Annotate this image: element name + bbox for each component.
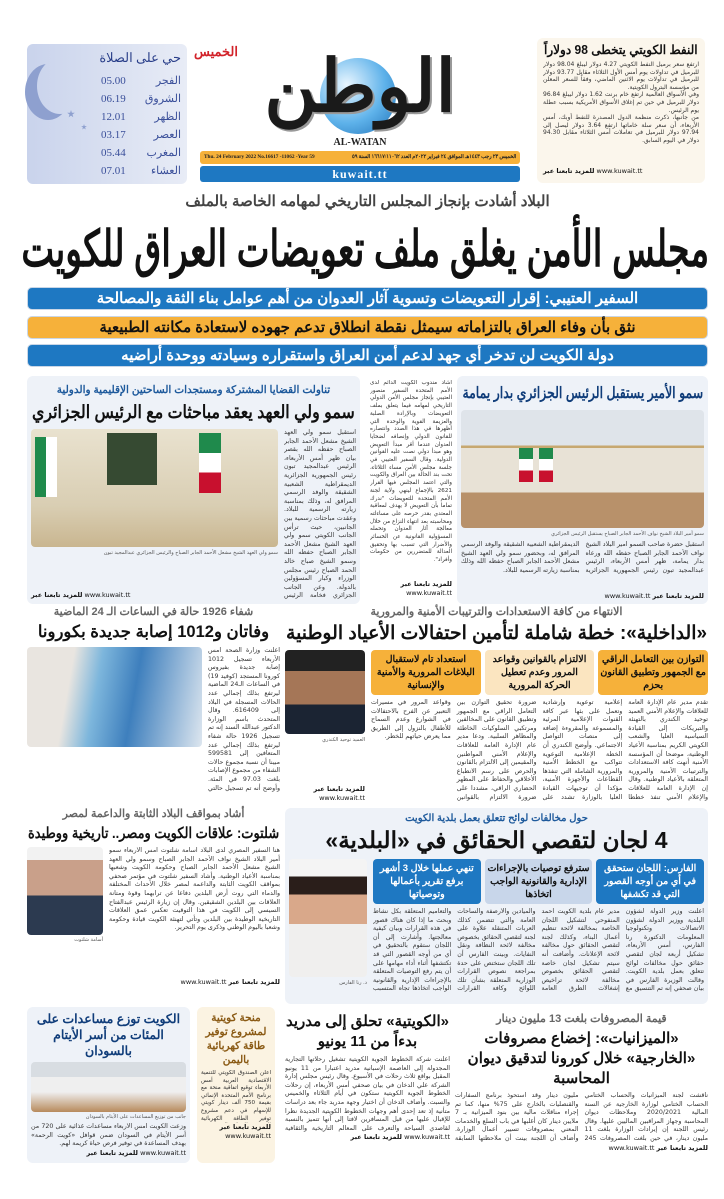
prayer-times-box	[27, 44, 187, 184]
oil-more-label: للمزيد تابعنا عبر	[543, 167, 595, 175]
madrid-body: أعلنت شركة الخطوط الجوية الكويتية تشغيل رحلاتها التجارية المجدولة إلى العاصمة الإسبانية مدريد اعتبارا من 11 يونيو المقبل بواقع ثلاث رحلات في الأسبوع. وقال رئيس مجلس إدارة الشركة علي الدخان في بيان صحفي أمس الأربعاء، إن رحلات الخطوط الجوية الكويتية ستكون في أيام الثلاثاء والخميس والسبت. وأضاف الدخان أن اختيار وجهة مدريد جاء بعد دراسات متأنية إذ تعد إحدى أهم وجهات الخطوط الكويتية الجديدة نظرا للإقبال عليها من قبل المسافرين لافتا إلى أنها تتميز بالنسبة لقاصدي السياحة والتعرف على المعالم التاريخية والثقافية	[285, 1056, 450, 1132]
baladia-headline: 4 لجان لتقصي الحقائق في «البلدية»	[325, 827, 668, 853]
crown-body: استقبل سمو ولي العهد الشيخ مشعل الأحمد الجابر الصباح حفظه الله بقصر بيان ظهر أمس الأربعاء، الرئيس عبدالمجيد تبون رئيس الجمهورية الجزائرية الديمقراطية الشعبية الشقيقة والوفد الرسمي المرافق له، وذلك بمناسبة زيارته الرسمية للبلاد. وعقدت مباحثات رسمية بين الجانبين، حيث ترأس الجانب الكويتي سمو ولي العهد الشيخ مشعل الأحمد الجابر الصباح حفظه الله وسمو الشيخ صباح خالد الحمد الصباح رئيس مجلس الوزراء وكبار المسؤولين بالدولة. وعن الجانب الجزائري فخامة الرئيس	[284, 429, 356, 600]
lead-headline: مجلس الأمن يغلق ملف تعويضات العراق للكويت	[21, 221, 709, 277]
prayer-time: 03.17	[101, 129, 126, 141]
madrid-more-label: للمزيد تابعنا عبر	[350, 1133, 402, 1141]
amir-more-link[interactable]: www.kuwait.tt	[604, 592, 651, 600]
egypt-more-link[interactable]: www.kuwait.tt	[180, 978, 227, 986]
prayer-time: 12.01	[101, 111, 126, 123]
prayer-time-row	[101, 72, 181, 90]
lead-bar-3	[27, 344, 708, 367]
madrid-headline: «الكويتية» تحلق إلى مدريد بدءاً من 11 يونيو	[285, 1013, 449, 1050]
prayer-time: 06.19	[101, 93, 126, 105]
date-en: Thu. 24 February 2022 No.16617 -11062 -Year 59	[204, 154, 315, 160]
yemen-body: أعلن الصندوق الكويتي للتنمية الاقتصادية العربية أمس الأربعاء توقيع اتفاقية منحة مع برنامج الأمم المتحدة الإنمائي بقيمة 750 ألف دينار كويتي للإسهام في دعم مشروع توفير الطاقة الكهربائية	[201, 1070, 271, 1122]
site-link[interactable]: kuwait.tt	[200, 166, 520, 182]
prayer-time-row	[101, 108, 181, 126]
sudan-story	[27, 1007, 190, 1163]
sudan-caption: جانب من توزيع المساعدات على الأيتام بالسودان	[85, 1114, 186, 1120]
sudan-more-link[interactable]: www.kuwait.tt	[140, 1149, 186, 1157]
budget-kicker: قيمة المصروفات بلغت 13 مليون دينار	[496, 1013, 667, 1025]
budget-body: ناقشت لجنة الميزانيات والحساب الختامي الحساب الختامي لوزارة الخارجية عن السنة المالية 2020/2021 وملاحظات ديوان المحاسبة وجهاز المراقبين الماليين عليها. وقال رئيس اللجنة إن إيرادات الوزارة بلغت 11 مليون دينار، في حين بلغت المصروفات 245 مليون دينار وقد استحوذ برنامج السفارات والقنصليات بالخارج على 75% منها، كما تم إجراء مناقلات مالية بين بنود الميزانية بـ 7 ملايين دينار كان أغلبها في باب السلع والخدمات المعني بمصروفات تسيير أعمال الوزارة. وأضاف أن اللجنة بينت أن ملاحظتها السابقة	[455, 1092, 708, 1142]
amir-story	[457, 376, 708, 604]
prayer-time: 05.00	[101, 75, 126, 87]
egypt-headline: شلتوت: علاقات الكويت ومصر.. تاريخية ووطيدة	[27, 825, 280, 842]
budget-more-label: للمزيد تابعنا عبر	[656, 1144, 708, 1152]
interior-kicker: الانتهاء من كافة الاستعدادات والترتيبات الأمنية والمرورية	[370, 606, 623, 618]
interior-more-link[interactable]: www.kuwait.tt	[319, 794, 365, 802]
kuwait-flag	[519, 448, 533, 482]
amir-caption: سمو أمير البلاد الشيخ نواف الأحمد الجابر الصباح يستقبل الرئيس الجزائري	[551, 531, 704, 537]
covid-body: أعلنت وزارة الصحة أمس الأربعاء تسجيل 1012 إصابة جديدة بفيروس كورونا المستجد (كوفيد 19) في الساعات الـ24 الماضية ليرتفع بذلك إجمالي عدد الحالات المسجلة في البلاد إلى 616409. وقال المتحدث باسم الوزارة الدكتور عبدالله السند إنه تم تسجيل 1926 حالة شفاء ليرتفع بذلك إجمالي عدد المتعافين إلى 599581 مبينا أن نسبة مجموع حالات الشفاء من مجموع الإصابات بلغت 97.03 في المئة. وأوضح أنه تم تسجيل حالتي	[208, 647, 280, 792]
lead-kicker: البلاد أشادت بإنجاز المجلس التاريخي لمهامه الخاصة بالملف	[185, 193, 550, 210]
officer-caption: العميد توحيد الكندري	[322, 737, 365, 743]
lead-more-label: للمزيد تابعنا عبر	[400, 580, 452, 588]
prayer-time: 05.44	[101, 147, 126, 159]
prayer-name: المغرب	[146, 147, 181, 159]
yemen-headline: منحة كويتية لمشروع توفير طاقة كهربائية باليمن	[205, 1012, 267, 1066]
yemen-story	[197, 1007, 275, 1163]
oil-headline: النفط الكويتي يتخطى 98 دولاراً	[544, 43, 698, 57]
shaltout-caption: أسامة شلتوت	[74, 937, 103, 943]
lead-bar-3-text: دولة الكويت لن تدخر أي جهد لدعم أمن العراق واستقراره وسيادته ووحدة أراضيه	[121, 347, 614, 364]
baladia-kicker: حول مخالفات لوائح تتعلق بعمل بلدية الكويت	[405, 813, 588, 824]
day-label: الخميس	[194, 44, 238, 59]
oil-p1: ارتفع سعر برميل النفط الكويتي 4.27 دولار ليبلغ 98.04 دولار للبرميل في تداولات يوم أمس الأول الثلاثاء مقابل 93.77 دولار للبرميل في تداولات يوم الاثنين الماضي، وفقاً للسعر المعلن من مؤسسة البترول الكويتية.	[543, 61, 699, 91]
lead-more-link[interactable]: www.kuwait.tt	[406, 589, 452, 597]
kuwait-flag	[539, 448, 553, 482]
egypt-more-label: للمزيد تابعنا عبر	[228, 978, 280, 986]
calligraphy-panel	[107, 433, 157, 485]
amir-headline: سمو الأمير يستقبل الرئيس الجزائري بدار يمامة	[462, 385, 703, 402]
prayer-name: الظهر	[154, 111, 181, 123]
baladia-point-1: الفارس: اللجان ستحقق في أي من أوجه القصور التي قد تكشفها	[596, 859, 704, 904]
logo-text-row	[200, 38, 520, 134]
sudan-body: وزعت الكويت أمس الأربعاء مساعدات غذائية على 720 من أسر الأيتام في السودان ضمن قوافل «كويت الرحمة» بهدف المساعدة في توفير فرص حياة كريمة لهم.	[31, 1123, 186, 1148]
lead-headline-row	[20, 214, 710, 284]
amir-body: استقبل حضرة صاحب السمو أمير البلاد الشيخ نواف الأحمد الجابر الصباح حفظه الله ورعاه بدار يمامة، ظهر أمس الأربعاء، الرئيس عبدالمجيد تبون رئيس الجمهورية الجزائرية الديمقراطية الشعبية الشقيقة والوفد الرسمي المرافق له، وبحضور سمو ولي العهد الشيخ مشعل الأحمد الجابر الصباح حفظه الله وذلك بمناسبة زيارته الرسمية للبلاد.	[461, 541, 704, 574]
date-ar: الخميس ٢٣ رجب ١٤٤٣هـ الموافق ٢٤ فبراير ٢٠٢٢م العدد ١٦٦١٧/١١٠٦٢ السنة ٥٩	[351, 154, 516, 160]
yemen-more-label: للمزيد تابعنا عبر	[219, 1123, 271, 1131]
lead-bar-1	[27, 287, 708, 310]
oil-more-link[interactable]: www.kuwait.tt	[596, 167, 643, 175]
crown-caption: سمو ولي العهد الشيخ مشعل الأحمد الجابر الصباح والرئيس الجزائري عبدالمجيد تبون	[103, 550, 278, 556]
oil-news-box	[537, 38, 705, 183]
logo	[200, 38, 520, 150]
sudan-headline: الكويت توزع مساعدات على المئات من أسر الأيتام بالسودان	[36, 1012, 181, 1058]
prayer-list	[101, 72, 181, 180]
prayer-title: حي على الصلاة	[99, 50, 181, 65]
crown-more-label: للمزيد تابعنا عبر	[31, 591, 83, 599]
interior-point-1: التوازن بين التعامل الراقي مع الجمهور وتطبيق القانون بحزم	[598, 650, 708, 695]
egypt-body: هنأ السفير المصري لدى البلاد أسامة شلتوت أمس الأربعاء سمو أمير البلاد الشيخ نواف الأحمد الجابر الصباح وسمو ولي العهد الشيخ مشعل الأحمد الجابر الصباح وحكومة الكويت وشعبها بمناسبة الأعياد الوطنية. وأشاد السفير شلتوت في مؤتمر صحفي بمواقف الكويت الثابتة والداعمة لمصر خلال الأحداث المختلفة والدماء التي روت أرض البلدين دفاعا عن ترابهما وقوة ومتانة العلاقات بين البلدين الشقيقين. وقال إن زيارة الرئيس عبدالفتاح السيسي إلى الكويت في هذا التوقيت تعكس عمق العلاقات التاريخية الوطيدة بين البلدين وتأتي لتهنئة الكويت قيادة وحكومة وشعبا باليوم الوطني وذكرى يوم التحرير.	[109, 847, 280, 932]
oil-p3: من جانبها، ذكرت منظمة الدول المصدرة للنفط أوبك، أمس الأربعاء، أن سعر سلة خاماتها ارتفع 3.64 دولار ليصل إلى 97.94 دولار للبرميل في تعاملات أمس الثلاثاء مقابل 94.30 دولار في اليوم السابق.	[543, 114, 699, 144]
prayer-name: الشروق	[144, 93, 181, 105]
crown-headline: سمو ولي العهد يعقد مباحثات مع الرئيس الجزائري	[32, 402, 355, 422]
prayer-name: العصر	[153, 129, 181, 141]
lead-kicker-row	[27, 192, 708, 212]
sudan-photo	[31, 1062, 186, 1112]
logo-latin: AL-WATAN	[333, 137, 387, 148]
prayer-name: الفجر	[155, 75, 181, 87]
madrid-story	[285, 1012, 450, 1162]
covid-photo	[27, 647, 202, 747]
amir-more-label: للمزيد تابعنا عبر	[652, 592, 704, 600]
covid-headline: وفاتان و1012 إصابة جديدة بكورونا	[37, 623, 270, 641]
prayer-time-row	[101, 144, 181, 162]
crown-kicker: تناولت القضايا المشتركة ومستجدات الساحتين الإقليمية والدولية	[56, 384, 331, 396]
baladia-point-3: تنهي عملها خلال 3 أشهر برفع تقرير بأعمالها وتوصياتها	[373, 859, 481, 904]
crescent-moon-icon	[37, 58, 83, 114]
date-bar	[200, 151, 520, 164]
sudan-more-label: للمزيد تابعنا عبر	[86, 1149, 138, 1157]
crown-photo	[31, 429, 278, 547]
baladia-point-2: سترفع توصيات بالإجراءات الإدارية والقانونية الواجب اتخاذها	[485, 859, 593, 904]
rana-caption: د. رنا الفارس	[339, 980, 367, 986]
lead-body: أشاد مندوب الكويت الدائم لدى الأمم المتحدة السفير منصور العتيبي بإنجاز مجلس الأمن الدولي التاريخي لمهامه فيما يتعلق بملف التعويضات وبالإرادة الصلبة والعزيمة القوية والوحدة التي أظهرها في هذا الصدد وانتصاره للقانون الدولي وإنصافه لضحايا العدوان عندما أقر مبدأ التعويض وهو مبدأ دولي نصت عليه القوانين الدولية. وقال السفير العتيبي في جلسة مجلس الأمن مساء الثلاثاء، تحت بند الحالة بين العراق والكويت والتي اعتمد المجلس فيها القرار 2621 بالإجماع لينهي ولاية لجنة الأمم المتحدة للتعويضات "ندرك تماما بأن التعويض لا يهدف لمعاقبة المعتدي بقدر حرصه على مساءلته ومحاسبته بعد انتهاء النزاع من خلال معالجة آثار العدوان وتحمله المسؤولية القانونية عن الخسائر والأضرار التي تسبب بها وتحقيق العدالة للمتضررين من حكومات وأفراد".	[370, 380, 452, 564]
madrid-more-link[interactable]: www.kuwait.tt	[404, 1133, 450, 1141]
interior-headline: «الداخلية»: خطة شاملة لتأمين احتفالات الأعياد الوطنية	[286, 623, 707, 644]
egypt-kicker: أشاد بمواقف البلاد الثابتة والداعمة لمصر	[62, 808, 245, 820]
yemen-more-link[interactable]: www.kuwait.tt	[225, 1132, 271, 1140]
budget-headline: «الميزانيات»: إخضاع مصروفات «الخارجية» خلال كورونا لتدقيق ديوان المحاسبة	[467, 1030, 696, 1087]
prayer-time-row	[101, 90, 181, 108]
crown-more-link[interactable]: www.kuwait.tt	[84, 591, 131, 599]
officer-photo	[285, 650, 365, 734]
star-icon	[81, 124, 87, 130]
interior-point-2: الالتزام بالقوانين وقواعد المرور وعدم تعطيل الحركة المرورية	[485, 650, 595, 695]
prayer-time-row	[101, 162, 181, 180]
amir-photo	[461, 410, 704, 528]
prayer-time-row	[101, 126, 181, 144]
interior-story	[285, 605, 708, 803]
egypt-story	[27, 807, 280, 1002]
covid-kicker: شفاء 1926 حالة في الساعات الـ 24 الماضية	[53, 606, 254, 618]
budget-story	[455, 1012, 708, 1162]
rana-alfares-photo	[289, 859, 367, 977]
algeria-flag	[35, 437, 57, 497]
prayer-name: العشاء	[150, 165, 181, 177]
lead-bar-2	[27, 316, 708, 339]
logo-text: الوطن	[264, 43, 456, 128]
baladia-body: أعلنت وزير الدولة لشؤون البلدية ووزير الدولة لشؤون الاتصالات وتكنولوجيا المعلومات الدكتورة رنا الفارس، أمس الأربعاء، تشكيل أربعة لجان لتقصي حقائق حول مخالفات لوائح تتعلق بعمل بلدية الكويت. وقالت الوزيرة الفارس في بيان صحفي إنه تم التنسيق مع مدير عام بلدية الكويت أحمد المنفوحي لتشكيل اللجان الخاصة بمخالفة لائحة تنظيم أعمال البناء، وكذلك لجنة لتقصي الحقائق حول مخالفة لائحة الإعلانات. وأضافت أنه سيتم تشكيل لجان خاصة لتقصي الحقائق بخصوص مخالفة لائحة تراخيص إشغالات الطرق العامة والميادين والأرصفة والساحات العامة والتي تتضمن كذلك العربات المتنقلة علاوة على لجنة لتقصي الحقائق بخصوص مخالفة لائحة النظافة ونقل النفايات. وبينت الفارس أن تلك اللجان ستختص على حدة بمراجعة نصوص القرارات الوزارية المتعلقة بشأن تلك اللوائح وكافة القرارات والتعاميم المتعلقة بكل نشاط وبحث ما إذا كان هناك قصور في هذه القرارات وبيان كيفية معالجتها. وأشارت إلى أن اللجان ستقوم بالتحقيق في أي من أوجه القصور التي قد تكتشفها أثناء أداء مهامها على أن يتم رفع التوصيات المتعلقة بالإجراءات الإدارية والقانونية الواجب اتخاذها تجاه المتسبب	[373, 908, 704, 993]
shaltout-photo	[27, 847, 103, 935]
prayer-time: 07.01	[101, 165, 126, 177]
budget-more-link[interactable]: www.kuwait.tt	[608, 1144, 655, 1152]
crown-prince-story	[27, 376, 360, 604]
interior-point-3: استعداد تام لاستقبال البلاغات المرورية والأمنية والإنسانية	[371, 650, 481, 695]
baladia-story	[285, 808, 708, 1004]
interior-more-label: للمزيد تابعنا عبر	[313, 785, 365, 793]
lead-bar-1-text: السفير العتيبي: إقرار التعويضات وتسوية آثار العدوان من أهم عوامل بناء الثقة والمصالحة	[96, 290, 639, 307]
interior-body: تقدم مدير عام الإدارة العامة للعلاقات والإعلام الأمني العميد توحيد الكندري بالتهنئة والتبريكات إلى القيادة السياسية العليا والشعب الكويتي الكريم بمناسبة الأعياد الوطنية، موضحا أن المؤسسة الأمنية أنهت كافة الاستعدادات والترتيبات الأمنية والمرورية المتعلقة بالأعياد الوطنية. وقال إن الإدارة العامة للعلاقات والإعلام الأمني تنفذ خططا إعلامية توعوية وإرشادية وتعمل على بثها عبر كافة القنوات الإعلامية المرئية والمسموعة والمقروءة إضافة إلى منصات التواصل الاجتماعي. وأوضح الكندري أن الخطة الإعلامية التوعوية تتواكب مع الخطط الأمنية والمرورية الشاملة التي تنفذها القطاعات والأجهزة الأمنية، مؤكدا أن توجيهات القيادة العليا بالوزارة تشدد على ضرورة تحقيق التوازن بين التعامل الراقي مع الجمهور وتطبيق القانون على المخالفين ومرتكبي السلوكيات الخاطئة والمظاهر السلبية. ودعا مدير عام الإدارة العامة للعلاقات والإعلام الأمني المواطنين والمقيمين إلى الالتزام بالقانون والحرص على رسم الانطباع الأخلاقي والحفاظ على المظهر الحضاري الراقي، مشددا على ضرورة الالتزام بالقوانين وقواعد المرور في مسيرات التعبير عن الفرح بالاحتفالات في الشوارع وعدم السماح للأطفال بالنزول إلى الطريق مما يعرض حياتهم للخطر.	[371, 699, 708, 801]
lead-bar-2-text: نثق بأن وفاء العراق بالتزاماته سيمثل نقطة انطلاق تدعم جهوده لاستعادة مكانته الطبيعية	[99, 319, 636, 336]
covid-story	[27, 605, 280, 800]
oil-p2: وفي الأسواق العالمية ارتفع خام برنت 1.62 دولار ليبلغ 96.84 دولار للبرميل في حين تم إغلاق الأسواق الأمريكية بسبب عطلة يوم الرئيس.	[543, 91, 699, 114]
kuwait-flag	[199, 433, 221, 493]
